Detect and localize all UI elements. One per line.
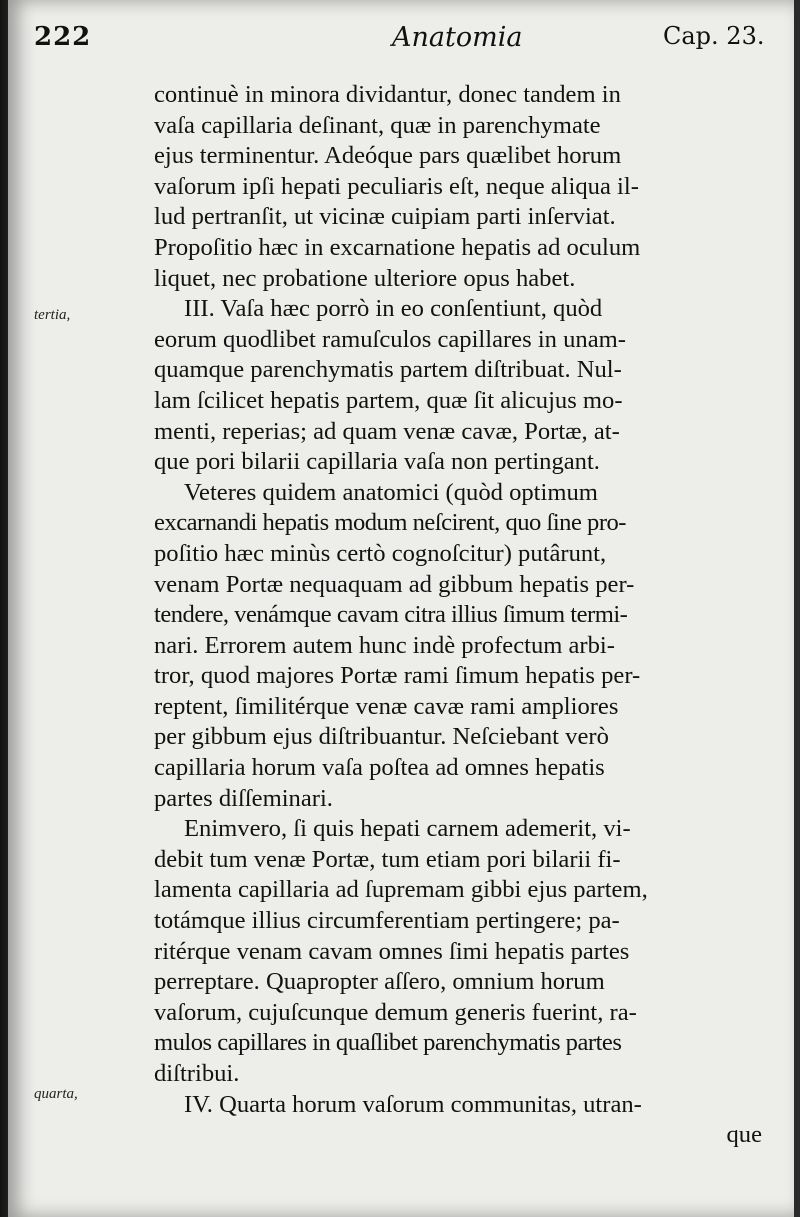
text-line: III. Vaſa hæc porrò in eo conſentiunt, quòd xyxy=(184,295,603,323)
text-line: reptent, ſimilitérque venæ cavæ rami ampliores xyxy=(154,692,619,720)
text-line: lam ſcilicet hepatis partem, quæ ſit alicujus mo- xyxy=(154,386,623,414)
text-line: excarnandi hepatis modum neſcirent, quo ſine pro- xyxy=(154,509,626,537)
text-line: poſitio hæc minùs certò cognoſcitur) putârunt, xyxy=(154,539,607,567)
page-number: 222 xyxy=(34,22,92,52)
text-line: Enimvero, ſi quis hepati carnem ademerit, vi- xyxy=(184,815,631,843)
text-line: perreptare. Quapropter aſſero, omnium horum xyxy=(154,968,605,996)
text-line: vaſorum ipſi hepati peculiaris eſt, neque aliqua il- xyxy=(154,172,639,200)
text-line: tror, quod majores Portæ rami ſimum hepatis per- xyxy=(154,662,641,690)
text-line: mulos capillares in quaſlibet parenchymatis partes xyxy=(154,1029,622,1057)
text-line: quamque parenchymatis partem diſtribuat. Nul- xyxy=(154,356,622,384)
text-line: IV. Quarta horum vaſorum communitas, utran- xyxy=(184,1090,642,1118)
text-line: capillaria horum vaſa poſtea ad omnes hepatis xyxy=(154,754,605,782)
text-line: ritérque venam cavam omnes ſimi hepatis partes xyxy=(154,937,630,965)
text-line: eorum quodlibet ramuſculos capillares in unam- xyxy=(154,325,626,353)
body-text xyxy=(154,80,762,1151)
text-line: Veteres quidem anatomici (quòd optimum xyxy=(184,478,598,506)
text-line: Propoſitio hæc in excarnatione hepatis ad oculum xyxy=(154,233,641,261)
text-line: totámque illius circumferentiam pertingere; pa- xyxy=(154,907,620,935)
text-line: debit tum venæ Portæ, tum etiam pori bilarii fi- xyxy=(154,845,621,873)
text-line: vaſa capillaria deſinant, quæ in parenchymate xyxy=(154,111,601,139)
text-line: continuè in minora dividantur, donec tandem in xyxy=(154,81,621,108)
running-title: Anatomia xyxy=(392,22,523,53)
text-line: lamenta capillaria ad ſupremam gibbi ejus partem, xyxy=(154,876,648,904)
text-line: lud pertranſit, ut vicinæ cuipiam parti inſerviat. xyxy=(154,203,616,231)
catchword: que xyxy=(726,1121,762,1149)
text-line: menti, reperias; ad quam venæ cavæ, Portæ, at- xyxy=(154,417,620,445)
text-line: tendere, venámque cavam citra illius ſimum termi- xyxy=(154,601,628,629)
text-line: que pori bilarii capillaria vaſa non pertingant. xyxy=(154,448,600,476)
margin-note-tertia: tertia, xyxy=(34,307,71,323)
text-line: diſtribui. xyxy=(154,1060,240,1087)
text-line: ejus terminentur. Adeóque pars quælibet horum xyxy=(154,142,622,170)
text-line: vaſorum, cujuſcunque demum generis fuerint, ra- xyxy=(154,998,637,1026)
text-line: liquet, nec probatione ulteriore opus habet. xyxy=(154,264,576,292)
chapter-label: Cap. 23. xyxy=(663,22,765,50)
text-line: venam Portæ nequaquam ad gibbum hepatis per- xyxy=(154,570,635,598)
text-line: partes diſſeminari. xyxy=(154,784,333,812)
margin-note-quarta: quarta, xyxy=(34,1086,78,1102)
text-line: per gibbum ejus diſtribuantur. Neſciebant verò xyxy=(154,723,609,751)
text-line: nari. Errorem autem hunc indè profectum arbi- xyxy=(154,631,615,659)
book-page xyxy=(8,0,794,1217)
